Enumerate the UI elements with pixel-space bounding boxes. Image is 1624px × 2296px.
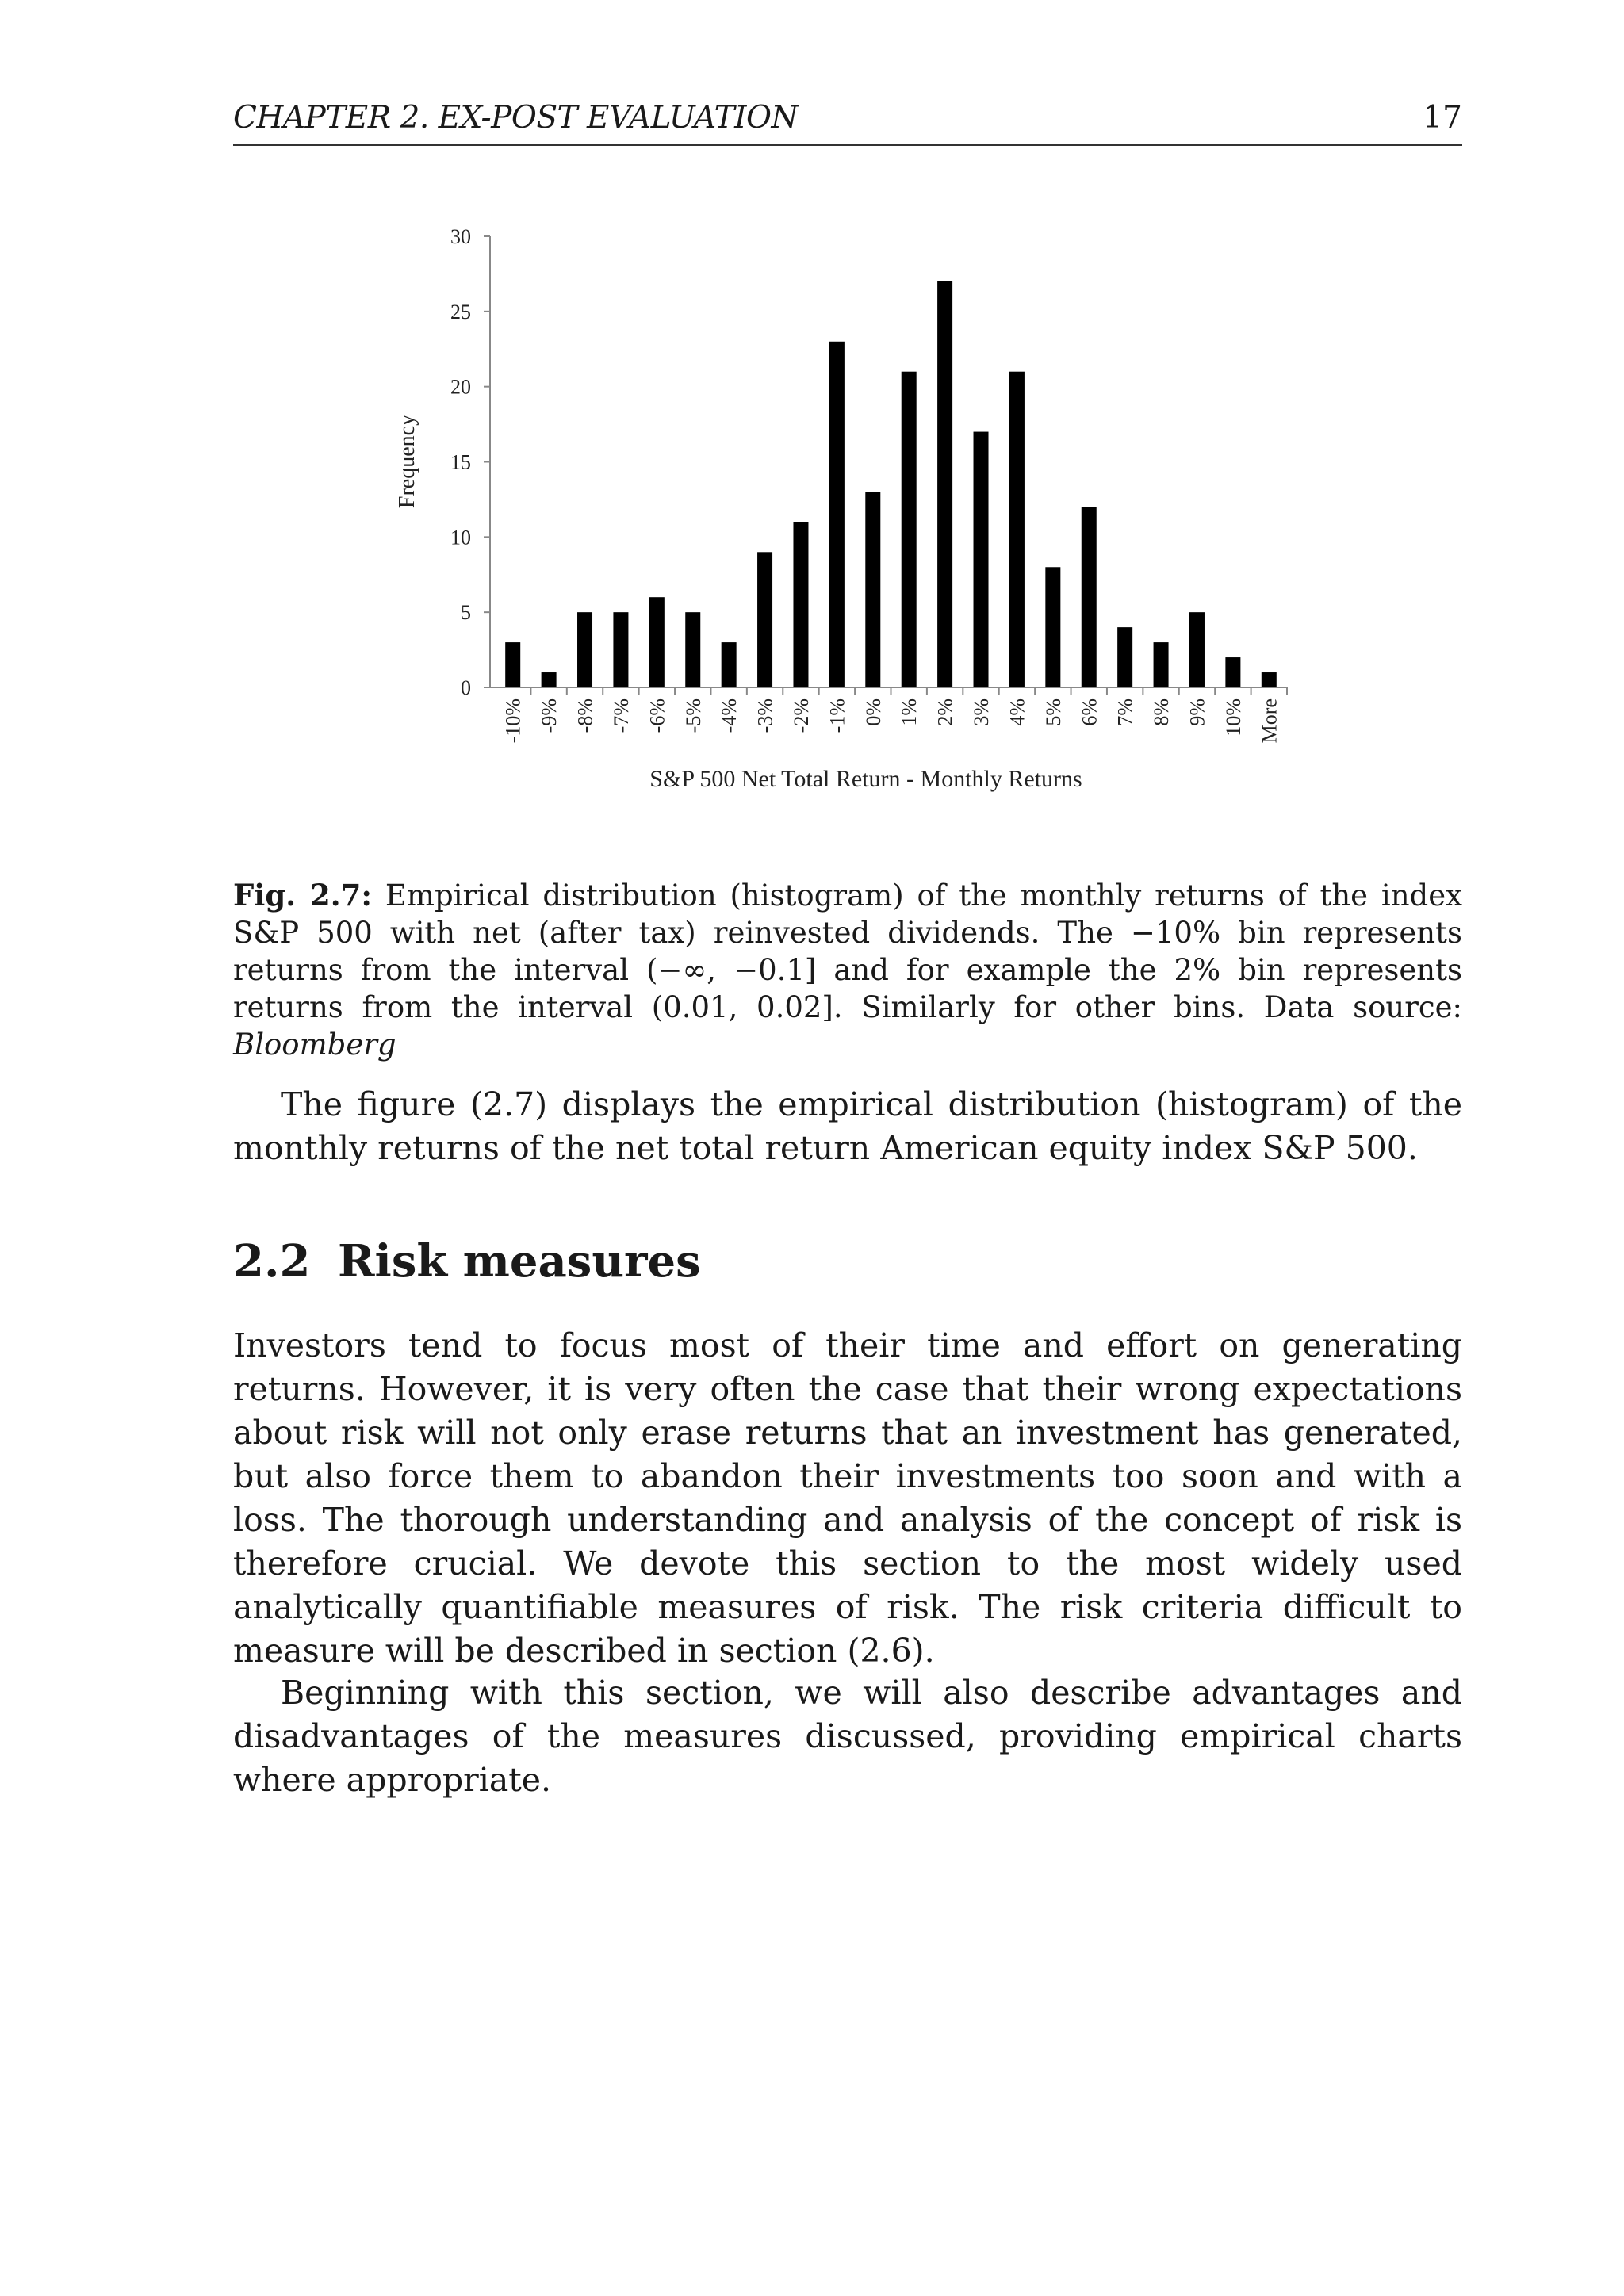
bar-More <box>1262 672 1277 687</box>
x-tick-label-19: 9% <box>1185 698 1209 726</box>
y-tick-label-6: 30 <box>450 225 471 248</box>
bar-0% <box>865 492 880 687</box>
section-heading <box>233 1235 701 1288</box>
x-tick-label-6: -4% <box>718 698 741 733</box>
bar-5% <box>1045 567 1060 687</box>
x-tick-label-21: More <box>1258 698 1281 744</box>
x-tick-label-7: -3% <box>753 698 777 733</box>
x-tick-label-17: 7% <box>1113 698 1137 726</box>
paragraph-figure-description: The figure (2.7) displays the empirical distribution (histogram) of the monthly returns of the net total return American equity index S&P 500. <box>233 1085 1462 1167</box>
x-tick-label-12: 2% <box>933 698 957 726</box>
caption-source: Bloomberg <box>233 1027 396 1062</box>
bar--5% <box>685 612 700 687</box>
bar--8% <box>577 612 592 687</box>
section-number: 2.2 <box>233 1235 311 1288</box>
bar-9% <box>1189 612 1205 687</box>
x-tick-label-1: -9% <box>538 698 561 733</box>
bar-6% <box>1082 507 1097 687</box>
x-tick-label-4: -6% <box>645 698 669 733</box>
bar--2% <box>793 522 808 687</box>
y-tick-label-3: 15 <box>450 450 471 474</box>
bar-8% <box>1154 642 1169 687</box>
x-axis-label: S&P 500 Net Total Return - Monthly Returns <box>649 766 1082 792</box>
bar--7% <box>613 612 628 687</box>
y-tick-label-0: 0 <box>461 676 471 699</box>
x-tick-label-10: 0% <box>861 698 885 726</box>
bar-7% <box>1117 627 1132 687</box>
bar--9% <box>542 672 557 687</box>
x-tick-label-13: 3% <box>970 698 994 726</box>
x-tick-label-14: 4% <box>1005 698 1029 726</box>
histogram-chart <box>349 208 1332 810</box>
bar--10% <box>505 642 520 687</box>
page-number: 17 <box>1423 100 1462 136</box>
caption-text: Empirical distribution (histogram) of the monthly returns of the index S&P 500 with net (after tax) reinvested dividends. The −10% bin represents returns from the interval (−∞, −0.1] and for example the 2% bin represents returns from the interval (0.01, 0.02]. Similarly for other bins. Data source: <box>233 878 1462 1024</box>
bar--4% <box>722 642 737 687</box>
section-title: Risk measures <box>338 1235 701 1288</box>
caption-label: Fig. 2.7: <box>233 878 373 913</box>
x-tick-label-15: 5% <box>1041 698 1065 726</box>
x-tick-label-8: -2% <box>789 698 813 733</box>
page-header <box>233 98 1462 146</box>
histogram-figure <box>349 208 1332 810</box>
y-tick-label-2: 10 <box>450 526 471 549</box>
x-tick-label-18: 8% <box>1150 698 1174 726</box>
paragraph-advantages: Beginning with this section, we will also describe advantages and disadvantages of the measures discussed, providing empirical charts where appropriate. <box>233 1674 1462 1799</box>
y-tick-label-5: 25 <box>450 300 471 323</box>
bar-3% <box>974 432 989 687</box>
x-tick-label-0: -10% <box>501 698 525 744</box>
bar--1% <box>829 342 845 687</box>
bar-10% <box>1225 657 1240 687</box>
bar-1% <box>902 372 917 687</box>
bar-4% <box>1009 372 1025 687</box>
x-tick-label-11: 1% <box>898 698 921 726</box>
figure-caption <box>233 877 1462 1063</box>
x-tick-label-20: 10% <box>1221 698 1245 737</box>
running-title: CHAPTER 2. EX-POST EVALUATION <box>233 100 799 136</box>
y-tick-label-1: 5 <box>461 601 471 625</box>
x-tick-label-2: -8% <box>573 698 597 733</box>
x-tick-label-5: -5% <box>681 698 705 733</box>
bar--6% <box>649 597 665 687</box>
bar--3% <box>757 552 772 687</box>
bar-2% <box>937 281 952 687</box>
x-tick-label-3: -7% <box>609 698 633 733</box>
paragraph-risk-intro: Investors tend to focus most of their time and effort on generating returns. However, it is very often the case that their wrong expectations about risk will not only erase returns that an investment has generated, but also force them to abandon their investments too soon and with a loss. The thorough understanding and analysis of the concept of risk is therefore crucial. We devote this section to the most widely used analytically quantifiable measures of risk. The risk criteria difficult to measure will be described in section (2.6). <box>233 1326 1462 1670</box>
x-tick-label-9: -1% <box>825 698 849 733</box>
y-tick-label-4: 20 <box>450 375 471 399</box>
y-axis-label: Frequency <box>395 414 419 509</box>
x-tick-label-16: 6% <box>1078 698 1101 726</box>
